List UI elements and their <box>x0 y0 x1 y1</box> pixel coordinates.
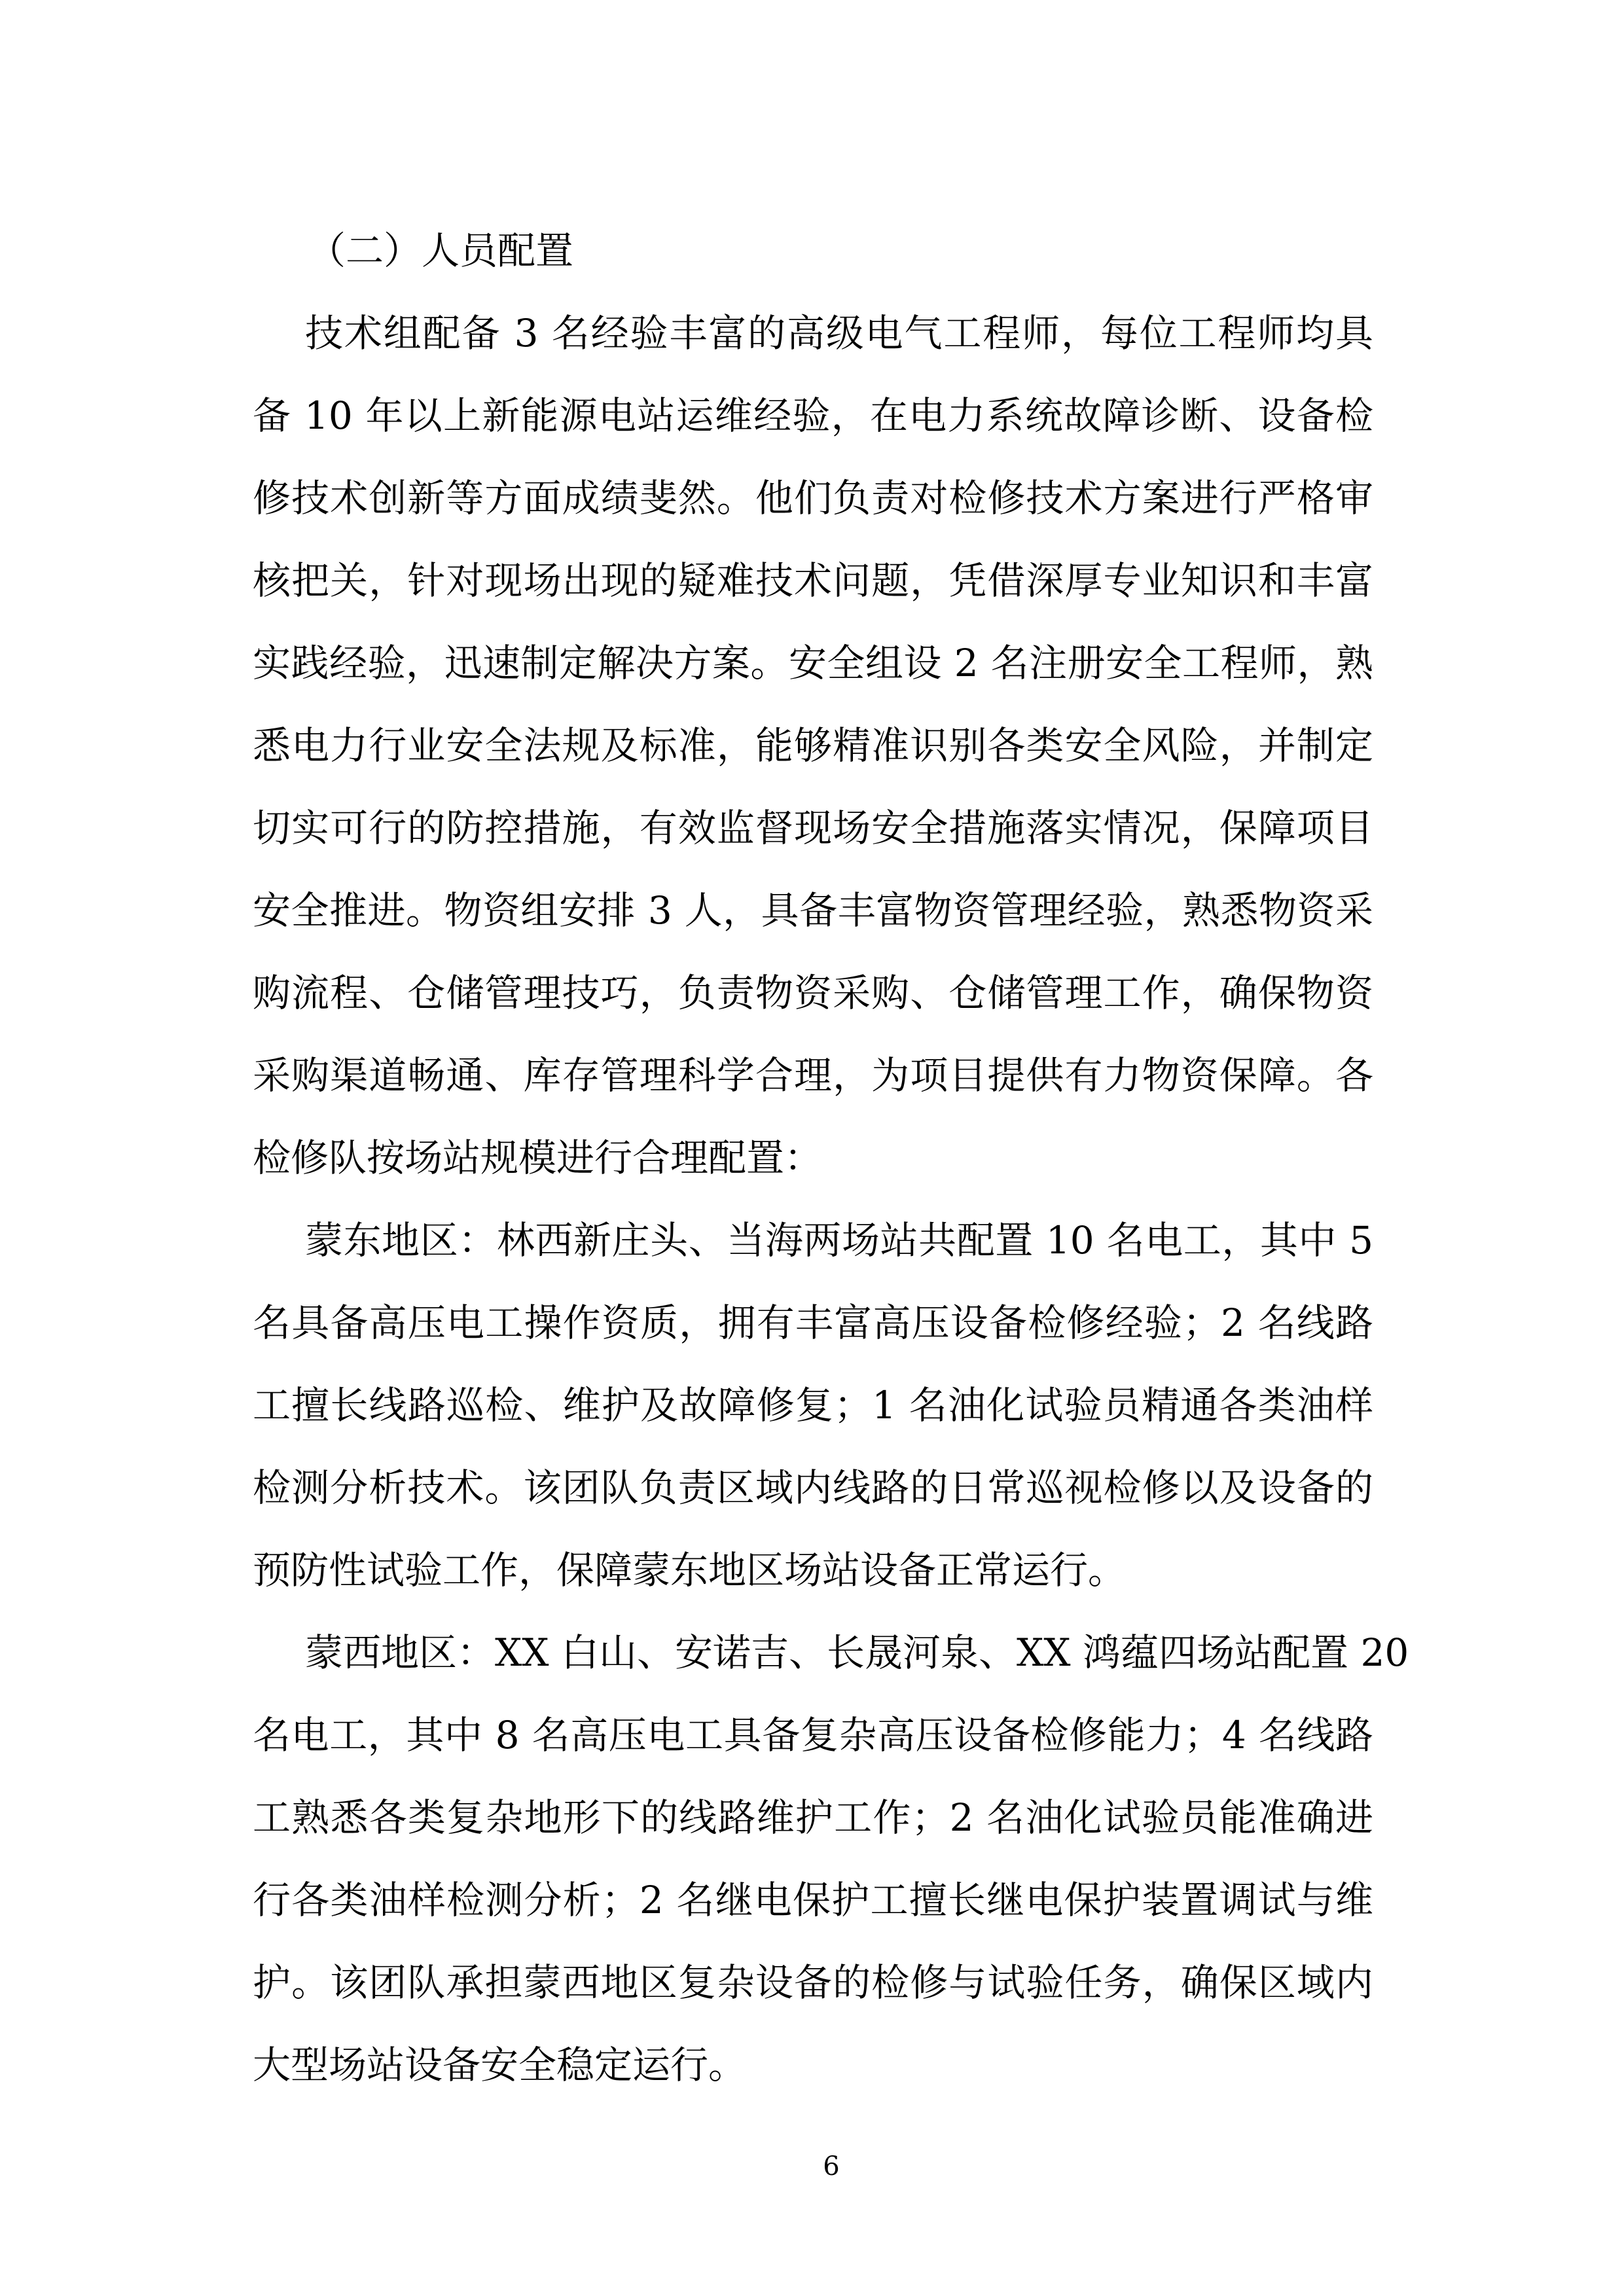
paragraph-line: 名电工，其中 8 名高压电工具备复杂高压设备检修能力；4 名线路 <box>253 1713 1373 1757</box>
paragraph-line: 悉电力行业安全法规及标准，能够精准识别各类安全风险，并制定 <box>253 723 1373 768</box>
paragraph-line: 实践经验，迅速制定解决方案。安全组设 2 名注册安全工程师，熟 <box>253 641 1373 685</box>
paragraph-line: 备 10 年以上新能源电站运维经验，在电力系统故障诊断、设备检 <box>253 393 1373 438</box>
paragraph-line: 修技术创新等方面成绩斐然。他们负责对检修技术方案进行严格审 <box>253 476 1373 520</box>
paragraph-line: 蒙东地区：林西新庄头、当海两场站共配置 10 名电工，其中 5 <box>305 1218 1373 1263</box>
paragraph-line: 购流程、仓储管理技巧，负责物资采购、仓储管理工作，确保物资 <box>253 971 1373 1015</box>
page-number: 6 <box>823 2151 840 2181</box>
paragraph-line: 切实可行的防控措施，有效监督现场安全措施落实情况，保障项目 <box>253 806 1373 850</box>
paragraph-line: 名具备高压电工操作资质，拥有丰富高压设备检修经验；2 名线路 <box>253 1300 1373 1345</box>
paragraph-line: 预防性试验工作，保障蒙东地区场站设备正常运行。 <box>253 1548 1127 1592</box>
paragraph-line: 核把关，针对现场出现的疑难技术问题，凭借深厚专业知识和丰富 <box>253 558 1373 603</box>
paragraph-line: 技术组配备 3 名经验丰富的高级电气工程师，每位工程师均具 <box>305 311 1373 355</box>
paragraph-line: 蒙西地区：XX 白山、安诺吉、长晟河泉、XX 鸿蕴四场站配置 20 <box>305 1630 1409 1675</box>
paragraph-line: 检修队按场站规模进行合理配置： <box>253 1136 823 1180</box>
paragraph-line: 安全推进。物资组安排 3 人，具备丰富物资管理经验，熟悉物资采 <box>253 888 1373 933</box>
paragraph-line: 护。该团队承担蒙西地区复杂设备的检修与试验任务，确保区域内 <box>253 1960 1373 2005</box>
paragraph-line: 工熟悉各类复杂地形下的线路维护工作；2 名油化试验员能准确进 <box>253 1795 1373 1840</box>
paragraph-line: 大型场站设备安全稳定运行。 <box>253 2043 747 2087</box>
section-heading: （二）人员配置 <box>308 228 574 273</box>
paragraph-line: 行各类油样检测分析；2 名继电保护工擅长继电保护装置调试与维 <box>253 1878 1373 1922</box>
paragraph-line: 采购渠道畅通、库存管理科学合理，为项目提供有力物资保障。各 <box>253 1053 1373 1098</box>
paragraph-line: 工擅长线路巡检、维护及故障修复；1 名油化试验员精通各类油样 <box>253 1383 1373 1427</box>
paragraph-line: 检测分析技术。该团队负责区域内线路的日常巡视检修以及设备的 <box>253 1465 1373 1510</box>
